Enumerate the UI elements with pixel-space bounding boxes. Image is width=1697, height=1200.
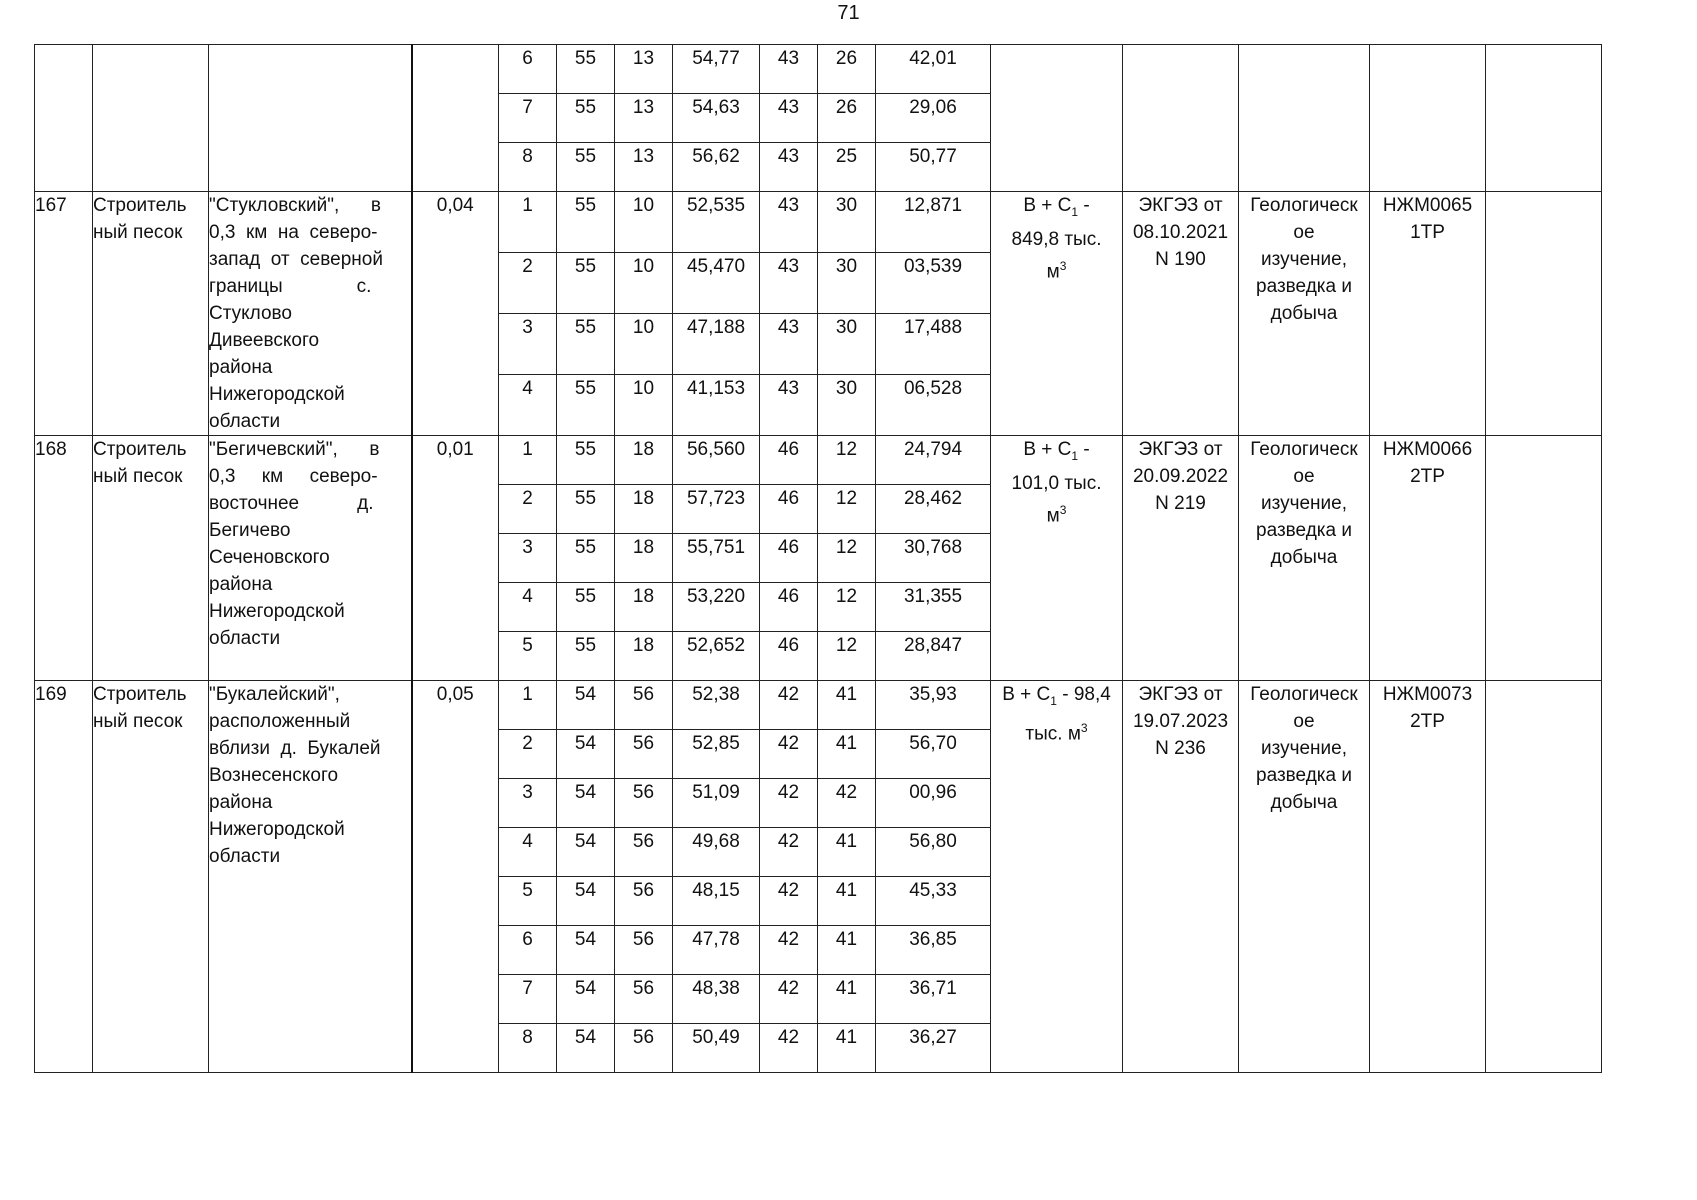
coord-lon-min-cell: 26 <box>818 45 876 94</box>
coord-lon-deg-cell: 42 <box>760 975 818 1024</box>
coord-lon-sec-cell: 30,768 <box>876 534 991 583</box>
coord-lon-min-cell: 41 <box>818 877 876 926</box>
coord-lon-sec-cell: 31,355 <box>876 583 991 632</box>
coord-lon-min-cell: 12 <box>818 583 876 632</box>
coord-lat-min-cell: 13 <box>615 45 673 94</box>
coord-lon-deg-cell: 46 <box>760 632 818 681</box>
reserves-amount: тыс. м <box>1025 723 1081 745</box>
table-row <box>35 45 1602 94</box>
coord-lon-sec-cell: 17,488 <box>876 314 991 375</box>
protocol-line: 08.10.2021 <box>1132 222 1229 243</box>
coord-lat-deg-cell: 55 <box>557 375 615 436</box>
coord-lat-min-cell: 10 <box>615 375 673 436</box>
area-value: 0,04 <box>436 195 474 216</box>
purpose-line: разведка и <box>1256 765 1352 786</box>
deposit-description-cell <box>209 192 412 436</box>
protocol-cell <box>1123 192 1239 436</box>
record-number: 168 <box>35 439 67 460</box>
description-line: Нижегородской <box>209 384 345 405</box>
coord-lat-deg-cell: 55 <box>557 143 615 192</box>
coord-lat-sec-cell: 51,09 <box>673 779 760 828</box>
coord-lon-deg-cell: 46 <box>760 436 818 485</box>
continued-lic-cell <box>1370 45 1486 192</box>
coord-lon-sec-cell: 06,528 <box>876 375 991 436</box>
coord-lat-deg-cell: 55 <box>557 534 615 583</box>
coord-lat-sec-cell: 47,78 <box>673 926 760 975</box>
record-number-cell <box>35 192 93 436</box>
coord-lon-min-cell: 41 <box>818 1024 876 1073</box>
description-line: восточнее д. <box>209 493 374 514</box>
coord-lat-sec-cell: 45,470 <box>673 253 760 314</box>
reserves-unit-superscript: 3 <box>1059 502 1067 517</box>
coord-lat-min-cell: 56 <box>615 926 673 975</box>
description-line: Нижегородской <box>209 819 345 840</box>
description-line: "Букалейский", <box>209 684 340 705</box>
continued-res-cell <box>991 45 1123 192</box>
reserves-amount: 101,0 тыс. <box>1011 472 1102 494</box>
coord-n-cell: 4 <box>499 583 557 632</box>
coord-lat-sec-cell: 52,85 <box>673 730 760 779</box>
mineral-type-cell <box>93 681 209 1073</box>
coord-lat-deg-cell: 55 <box>557 485 615 534</box>
reserves-cell <box>991 436 1123 681</box>
reserves-cell <box>991 681 1123 1073</box>
continued-prot-cell <box>1123 45 1239 192</box>
coord-lat-min-cell: 18 <box>615 583 673 632</box>
coord-lon-deg-cell: 46 <box>760 485 818 534</box>
coord-n-cell: 2 <box>499 485 557 534</box>
coord-n-cell: 1 <box>499 681 557 730</box>
coord-lat-sec-cell: 57,723 <box>673 485 760 534</box>
coord-lat-deg-cell: 54 <box>557 975 615 1024</box>
protocol-line: 19.07.2023 <box>1132 711 1229 732</box>
coord-lon-sec-cell: 28,847 <box>876 632 991 681</box>
license-cell <box>1370 436 1486 681</box>
coord-n-cell: 7 <box>499 94 557 143</box>
purpose-line: Геологическ <box>1250 684 1358 705</box>
protocol-line: ЭКГЭЗ от <box>1138 439 1223 460</box>
coord-lon-deg-cell: 46 <box>760 583 818 632</box>
description-line: "Стукловский", в <box>209 195 381 216</box>
description-line: 0,3 км на северо- <box>209 222 378 243</box>
deposit-description-cell <box>209 681 412 1073</box>
coord-lat-deg-cell: 54 <box>557 681 615 730</box>
purpose-cell <box>1239 681 1370 1073</box>
coord-n-cell: 3 <box>499 534 557 583</box>
coord-lon-min-cell: 12 <box>818 436 876 485</box>
coord-lat-sec-cell: 50,49 <box>673 1024 760 1073</box>
license-line: 1ТР <box>1410 222 1445 243</box>
description-line: области <box>209 411 281 432</box>
coord-lon-min-cell: 41 <box>818 926 876 975</box>
mineral-type-line: ный песок <box>93 711 183 732</box>
description-line: расположенный <box>209 711 351 732</box>
purpose-line: Геологическ <box>1250 439 1358 460</box>
coord-lat-min-cell: 56 <box>615 730 673 779</box>
coord-lon-deg-cell: 43 <box>760 375 818 436</box>
note-cell <box>1486 192 1602 436</box>
record-number-cell <box>35 681 93 1073</box>
purpose-line: изучение, <box>1260 493 1348 514</box>
coord-lon-sec-cell: 56,80 <box>876 828 991 877</box>
reserves-line <box>991 436 1122 470</box>
reserves-subscript: 1 <box>1071 448 1079 463</box>
coord-n-cell: 1 <box>499 192 557 253</box>
coord-n-cell: 3 <box>499 779 557 828</box>
protocol-cell <box>1123 681 1239 1073</box>
coord-lon-deg-cell: 43 <box>760 143 818 192</box>
coord-lat-min-cell: 56 <box>615 1024 673 1073</box>
mineral-type-line: ный песок <box>93 222 183 243</box>
coord-lat-sec-cell: 49,68 <box>673 828 760 877</box>
purpose-cell <box>1239 436 1370 681</box>
reserves-tail: - 98,4 <box>1056 684 1111 705</box>
reserves-unit-superscript: 3 <box>1080 720 1088 735</box>
coord-n-cell: 2 <box>499 253 557 314</box>
mineral-type-cell <box>93 436 209 681</box>
coord-lat-min-cell: 13 <box>615 94 673 143</box>
coord-lat-deg-cell: 55 <box>557 583 615 632</box>
coord-lat-sec-cell: 48,15 <box>673 877 760 926</box>
reserves-amount: 849,8 тыс. <box>1011 228 1102 250</box>
coord-lon-deg-cell: 42 <box>760 779 818 828</box>
description-line: 0,3 км северо- <box>209 466 378 487</box>
reserves-line <box>991 192 1122 226</box>
purpose-line: добыча <box>1270 303 1338 324</box>
coord-lon-deg-cell: 42 <box>760 828 818 877</box>
purpose-line: ое <box>1293 711 1315 732</box>
reserves-cell <box>991 192 1123 436</box>
protocol-line: 20.09.2022 <box>1132 466 1229 487</box>
description-line: Вознесенского <box>209 765 339 786</box>
coord-lon-sec-cell: 03,539 <box>876 253 991 314</box>
protocol-cell <box>1123 436 1239 681</box>
coord-lat-deg-cell: 55 <box>557 436 615 485</box>
coord-lon-sec-cell: 36,71 <box>876 975 991 1024</box>
coord-lat-deg-cell: 55 <box>557 314 615 375</box>
coord-lon-sec-cell: 24,794 <box>876 436 991 485</box>
continued-desc-cell <box>209 45 412 192</box>
continued-note-cell <box>1486 45 1602 192</box>
table-row <box>35 681 1602 730</box>
description-line: "Бегичевский", в <box>209 439 380 460</box>
description-line: района <box>209 792 273 813</box>
coord-lat-sec-cell: 56,560 <box>673 436 760 485</box>
license-line: НЖМ0065 <box>1382 195 1473 216</box>
coord-lat-sec-cell: 52,652 <box>673 632 760 681</box>
coord-n-cell: 4 <box>499 828 557 877</box>
coord-lon-deg-cell: 46 <box>760 534 818 583</box>
coord-lat-sec-cell: 53,220 <box>673 583 760 632</box>
coord-lon-deg-cell: 43 <box>760 253 818 314</box>
reserves-line <box>991 715 1122 747</box>
purpose-line: добыча <box>1270 547 1338 568</box>
reserves-tail: - <box>1078 439 1090 460</box>
continued-purp-cell <box>1239 45 1370 192</box>
coord-lat-min-cell: 56 <box>615 828 673 877</box>
coord-lon-min-cell: 30 <box>818 253 876 314</box>
coord-n-cell: 2 <box>499 730 557 779</box>
coord-lon-sec-cell: 42,01 <box>876 45 991 94</box>
coord-lon-min-cell: 42 <box>818 779 876 828</box>
protocol-line: ЭКГЭЗ от <box>1138 195 1223 216</box>
description-line: вблизи д. Букалей <box>209 738 381 759</box>
coord-lat-min-cell: 10 <box>615 253 673 314</box>
coord-lat-sec-cell: 52,535 <box>673 192 760 253</box>
coord-lon-sec-cell: 36,85 <box>876 926 991 975</box>
description-line: района <box>209 357 273 378</box>
coord-lat-deg-cell: 54 <box>557 828 615 877</box>
coord-lon-min-cell: 30 <box>818 375 876 436</box>
record-number-cell <box>35 436 93 681</box>
description-line: области <box>209 846 281 867</box>
coord-n-cell: 1 <box>499 436 557 485</box>
reserves-line <box>991 253 1122 285</box>
coord-lon-min-cell: 30 <box>818 192 876 253</box>
reserves-line <box>991 226 1122 253</box>
coord-lon-deg-cell: 42 <box>760 926 818 975</box>
description-line: Дивеевского <box>209 330 320 351</box>
coord-n-cell: 6 <box>499 926 557 975</box>
coord-lon-sec-cell: 29,06 <box>876 94 991 143</box>
protocol-line: N 236 <box>1155 738 1206 759</box>
coord-lat-min-cell: 56 <box>615 877 673 926</box>
table-row <box>35 436 1602 485</box>
coord-lat-deg-cell: 55 <box>557 94 615 143</box>
coord-lat-min-cell: 13 <box>615 143 673 192</box>
coord-lat-min-cell: 10 <box>615 314 673 375</box>
coord-lat-min-cell: 18 <box>615 485 673 534</box>
mineral-type-line: Строитель <box>93 439 187 460</box>
coord-lat-min-cell: 56 <box>615 681 673 730</box>
license-line: 2ТР <box>1410 466 1445 487</box>
purpose-cell <box>1239 192 1370 436</box>
purpose-line: разведка и <box>1256 276 1352 297</box>
area-cell <box>412 192 499 436</box>
subsoil-registry-table <box>34 44 1602 1073</box>
coord-lon-deg-cell: 43 <box>760 94 818 143</box>
coord-n-cell: 4 <box>499 375 557 436</box>
purpose-line: изучение, <box>1260 738 1348 759</box>
coord-lat-sec-cell: 52,38 <box>673 681 760 730</box>
license-cell <box>1370 681 1486 1073</box>
coord-lat-sec-cell: 48,38 <box>673 975 760 1024</box>
coord-lon-min-cell: 12 <box>818 632 876 681</box>
coord-lon-min-cell: 41 <box>818 730 876 779</box>
coord-lat-min-cell: 10 <box>615 192 673 253</box>
coord-lon-sec-cell: 28,462 <box>876 485 991 534</box>
deposit-description-cell <box>209 436 412 681</box>
reserves-category: B + C <box>1023 439 1072 460</box>
reserves-subscript: 1 <box>1071 204 1079 219</box>
area-value: 0,01 <box>436 439 474 460</box>
reserves-unit: м <box>1046 261 1060 283</box>
coord-lon-deg-cell: 42 <box>760 877 818 926</box>
coord-lon-deg-cell: 42 <box>760 730 818 779</box>
coord-lat-sec-cell: 54,77 <box>673 45 760 94</box>
description-line: Стуклово <box>209 303 292 324</box>
coord-n-cell: 5 <box>499 632 557 681</box>
description-line: запад от северной <box>209 249 383 270</box>
coord-n-cell: 6 <box>499 45 557 94</box>
continued-area-cell <box>412 45 499 192</box>
coord-lat-deg-cell: 55 <box>557 253 615 314</box>
purpose-line: изучение, <box>1260 249 1348 270</box>
coord-lat-deg-cell: 55 <box>557 632 615 681</box>
coord-lon-sec-cell: 00,96 <box>876 779 991 828</box>
continued-type-cell <box>93 45 209 192</box>
mineral-type-line: ный песок <box>93 466 183 487</box>
record-number: 167 <box>35 195 67 216</box>
coord-lon-sec-cell: 35,93 <box>876 681 991 730</box>
protocol-line: N 190 <box>1155 249 1206 270</box>
coord-lon-deg-cell: 42 <box>760 1024 818 1073</box>
reserves-tail: - <box>1078 195 1090 216</box>
description-line: Бегичево <box>209 520 291 541</box>
coord-lat-min-cell: 18 <box>615 632 673 681</box>
mineral-type-cell <box>93 192 209 436</box>
license-cell <box>1370 192 1486 436</box>
purpose-line: ое <box>1293 466 1315 487</box>
reserves-line <box>991 470 1122 497</box>
coord-lat-sec-cell: 54,63 <box>673 94 760 143</box>
coord-lon-deg-cell: 42 <box>760 681 818 730</box>
coord-lat-deg-cell: 55 <box>557 45 615 94</box>
coord-lon-deg-cell: 43 <box>760 314 818 375</box>
page-number: 71 <box>837 2 860 24</box>
reserves-line <box>991 497 1122 529</box>
reserves-subscript: 1 <box>1050 693 1057 708</box>
license-line: НЖМ0073 <box>1382 684 1473 705</box>
coord-lon-deg-cell: 43 <box>760 45 818 94</box>
protocol-line: N 219 <box>1155 493 1206 514</box>
coord-lat-sec-cell: 47,188 <box>673 314 760 375</box>
record-number: 169 <box>35 684 67 705</box>
reserves-line <box>991 681 1122 715</box>
description-line: границы с. <box>209 276 372 297</box>
description-line: района <box>209 574 273 595</box>
area-cell <box>412 436 499 681</box>
coord-n-cell: 8 <box>499 143 557 192</box>
coord-lon-min-cell: 41 <box>818 681 876 730</box>
continued-num-cell <box>35 45 93 192</box>
purpose-line: разведка и <box>1256 520 1352 541</box>
coord-lat-min-cell: 56 <box>615 779 673 828</box>
mineral-type-line: Строитель <box>93 195 187 216</box>
coord-n-cell: 8 <box>499 1024 557 1073</box>
coord-lon-sec-cell: 50,77 <box>876 143 991 192</box>
reserves-unit: м <box>1046 505 1060 527</box>
coord-lon-min-cell: 30 <box>818 314 876 375</box>
coord-lon-min-cell: 25 <box>818 143 876 192</box>
note-cell <box>1486 436 1602 681</box>
description-line: Сеченовского <box>209 547 330 568</box>
description-line: Нижегородской <box>209 601 345 622</box>
coord-lat-deg-cell: 54 <box>557 730 615 779</box>
coord-lat-min-cell: 56 <box>615 975 673 1024</box>
coord-lon-min-cell: 12 <box>818 534 876 583</box>
license-line: 2ТР <box>1410 711 1445 732</box>
coord-lon-sec-cell: 36,27 <box>876 1024 991 1073</box>
purpose-line: ое <box>1293 222 1315 243</box>
purpose-line: добыча <box>1270 792 1338 813</box>
coord-lon-sec-cell: 45,33 <box>876 877 991 926</box>
note-cell <box>1486 681 1602 1073</box>
coord-lon-min-cell: 41 <box>818 975 876 1024</box>
coord-lat-deg-cell: 54 <box>557 1024 615 1073</box>
coord-lon-sec-cell: 56,70 <box>876 730 991 779</box>
description-line: области <box>209 628 281 649</box>
license-line: НЖМ0066 <box>1382 439 1473 460</box>
reserves-unit-superscript: 3 <box>1059 258 1067 273</box>
mineral-type-line: Строитель <box>93 684 187 705</box>
coord-n-cell: 5 <box>499 877 557 926</box>
coord-lat-sec-cell: 55,751 <box>673 534 760 583</box>
coord-n-cell: 7 <box>499 975 557 1024</box>
coord-lat-deg-cell: 54 <box>557 779 615 828</box>
table-row <box>35 192 1602 253</box>
coord-lat-deg-cell: 55 <box>557 192 615 253</box>
reserves-category: B + C <box>1023 195 1072 216</box>
coord-n-cell: 3 <box>499 314 557 375</box>
coord-lat-min-cell: 18 <box>615 534 673 583</box>
coord-lat-sec-cell: 56,62 <box>673 143 760 192</box>
coord-lon-sec-cell: 12,871 <box>876 192 991 253</box>
area-cell <box>412 681 499 1073</box>
coord-lat-sec-cell: 41,153 <box>673 375 760 436</box>
coord-lon-min-cell: 12 <box>818 485 876 534</box>
coord-lat-deg-cell: 54 <box>557 877 615 926</box>
coord-lon-deg-cell: 43 <box>760 192 818 253</box>
coord-lon-min-cell: 41 <box>818 828 876 877</box>
purpose-line: Геологическ <box>1250 195 1358 216</box>
protocol-line: ЭКГЭЗ от <box>1138 684 1223 705</box>
reserves-category: B + C <box>1002 684 1051 705</box>
coord-lat-deg-cell: 54 <box>557 926 615 975</box>
area-value: 0,05 <box>436 684 474 705</box>
coord-lat-min-cell: 18 <box>615 436 673 485</box>
coord-lon-min-cell: 26 <box>818 94 876 143</box>
